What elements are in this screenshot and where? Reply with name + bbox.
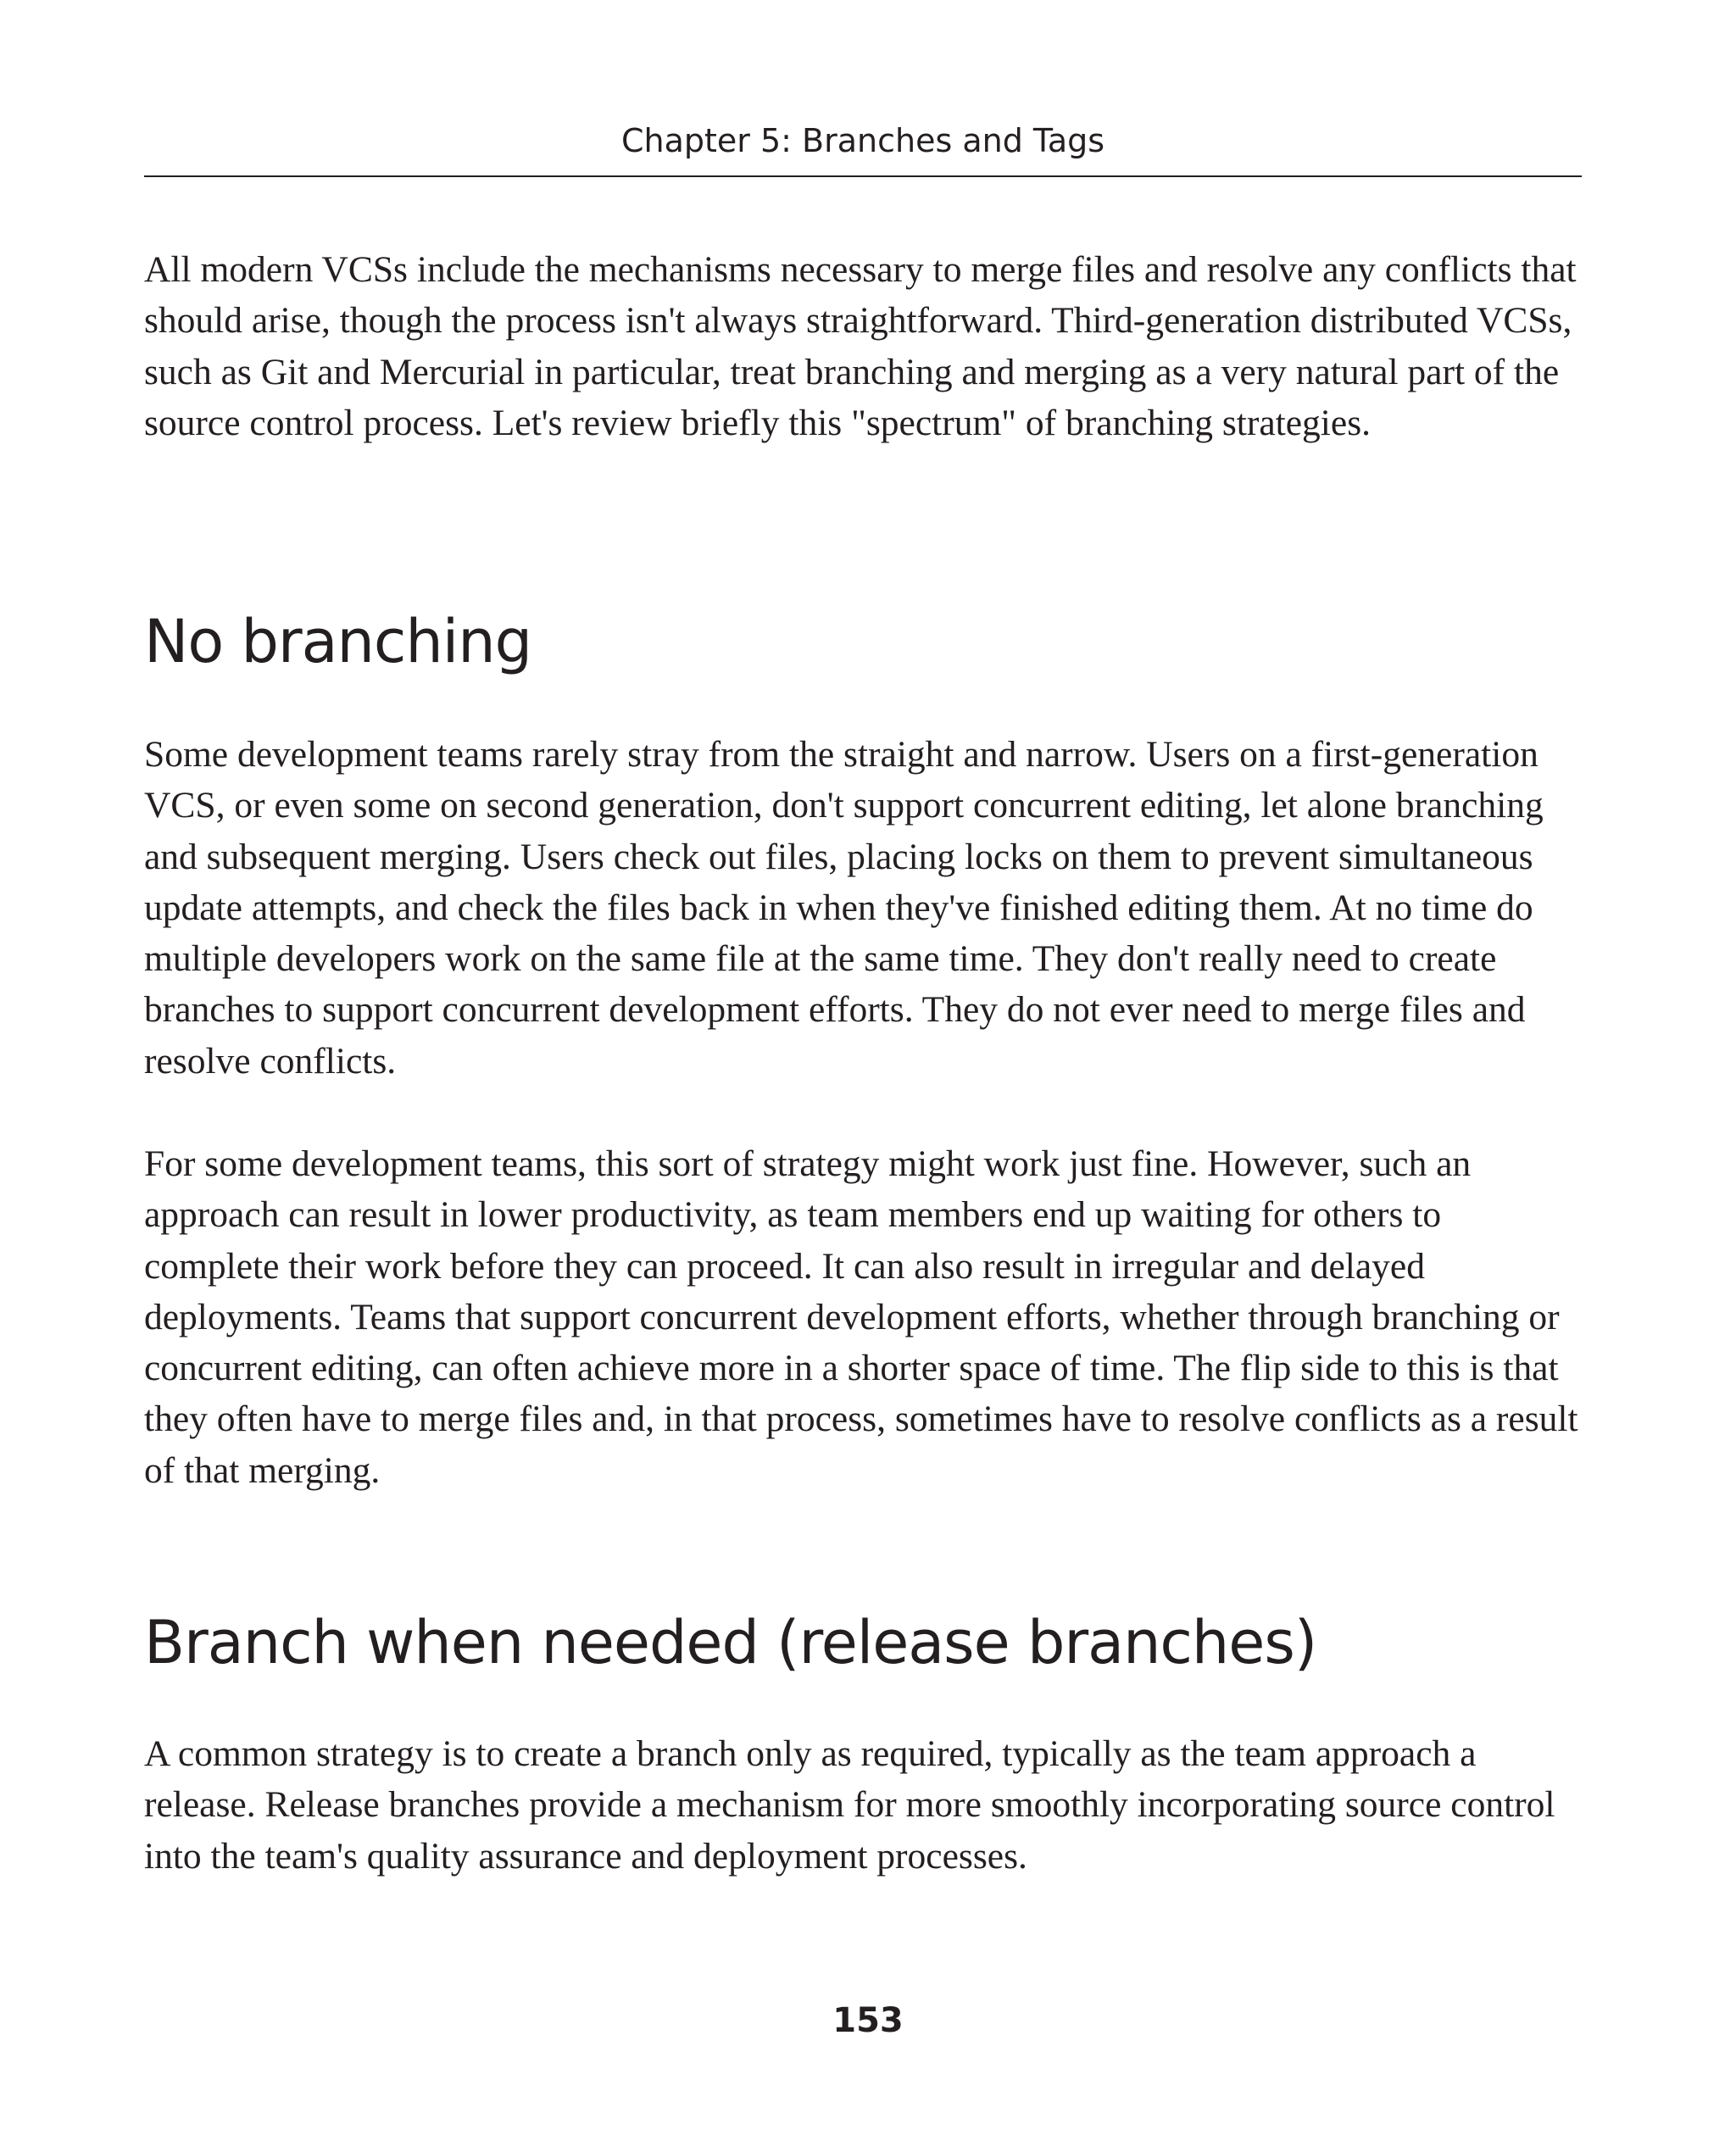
intro-paragraph: All modern VCSs include the mechanisms necessary to merge files and resolve any conflicts that should arise, though the process isn't always straightforward. Third-generation distributed VCSs, such as Git and Mercurial in particular, treat branching and merging as a very natural part of the source control process. Let's review briefly this "spectrum" of branching strategies. [144, 249, 1577, 443]
section-heading-release-branches: Branch when needed (release branches) [144, 1608, 1317, 1677]
running-header: Chapter 5: Branches and Tags [620, 122, 1105, 159]
section-heading-no-branching: No branching [144, 607, 532, 676]
no-branching-paragraph-1: Some development teams rarely stray from the straight and narrow. Users on a first-generation VCS, or even some on second generation, don't support concurrent editing, let alone branching and subsequent merging. Users check out files, placing locks on them to prevent simultaneous update attempts, and check the files back in when they've finished editing them. At no time do multiple developers work on the same file at the same time. They don't really need to create branches to support concurrent development efforts. They do not ever need to merge files and resolve conflicts. [144, 734, 1544, 1082]
no-branching-paragraph-2: For some development teams, this sort of strategy might work just fine. However, such an approach can result in lower productivity, as team members end up waiting for others to complete their work before they can proceed. It can also result in irregular and delayed deployments. Teams that support concurrent development efforts, whether through branching or concurrent editing, can often achieve more in a shorter space of time. The flip side to this is that they often have to merge files and, in that process, sometimes have to resolve conflicts as a result of that merging. [144, 1143, 1578, 1491]
header-divider [144, 175, 1582, 177]
page-number: 153 [832, 2001, 904, 2040]
release-branches-paragraph: A common strategy is to create a branch only as required, typically as the team approach a release. Release branches provide a mechanism for more smoothly incorporating source control into the team's quality assurance and deployment processes. [144, 1733, 1555, 1877]
